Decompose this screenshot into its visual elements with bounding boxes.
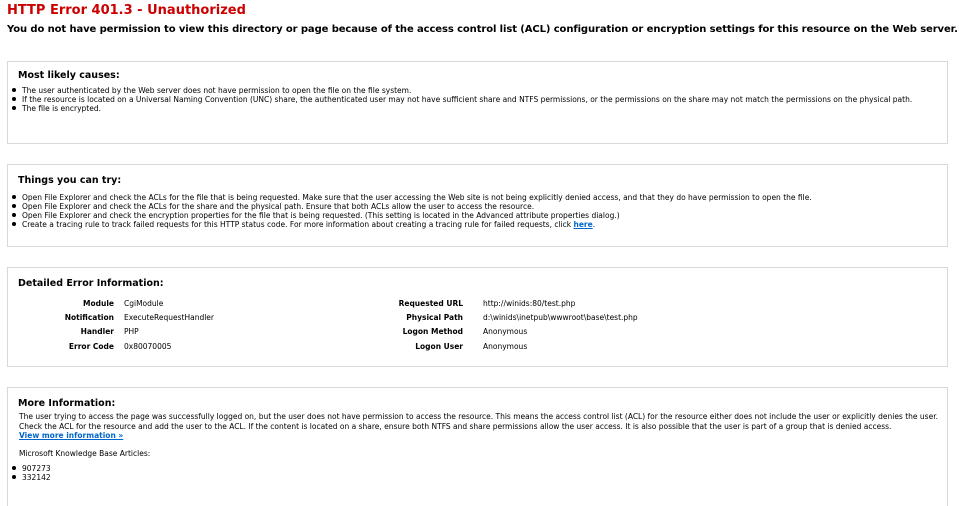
try-text: Open File Explorer and check the ACLs for the file that is being requested. Make sure that the user accessing the Web site is not being explicitly denied access, and that they do have permission to open the file. — [22, 193, 812, 202]
here-link[interactable]: here — [573, 220, 593, 229]
causes-box — [7, 61, 948, 144]
try-text: Open File Explorer and check the encryption properties for the file that is being requested. (This setting is located in the Advanced attribute properties dialog.) — [22, 211, 620, 220]
logon-user-label: Logon User — [415, 342, 463, 351]
kb-article: 907273 — [22, 464, 51, 473]
try-text-end: . — [592, 220, 596, 229]
logon-method-value: Anonymous — [483, 327, 528, 336]
physical-path-label: Physical Path — [406, 313, 463, 322]
try-list — [8, 193, 947, 229]
list-item — [12, 473, 947, 482]
physical-path-value: d:\winids\inetpub\wwwroot\base\test.php — [483, 313, 638, 322]
list-item — [12, 202, 947, 211]
list-item — [12, 193, 947, 202]
logon-user-value: Anonymous — [483, 342, 528, 351]
kb-label: Microsoft Knowledge Base Articles: — [19, 448, 151, 458]
more-info-box — [7, 387, 948, 506]
bullet-icon — [12, 222, 16, 226]
view-more-information-link[interactable]: View more information » — [19, 431, 124, 440]
causes-heading: Most likely causes: — [18, 70, 120, 81]
try-box — [7, 164, 948, 247]
cause-text: If the resource is located on a Universal Naming Convention (UNC) share, the authenticated user may not have sufficient share and NTFS permissions, or the permissions on the share may not match the permissions on the physical path. — [22, 95, 913, 104]
details-box — [7, 267, 948, 367]
try-heading: Things you can try: — [18, 175, 122, 186]
logon-method-label: Logon Method — [402, 327, 463, 336]
try-text: Create a tracing rule to track failed requests for this HTTP status code. For more information about creating a tracing rule for failed requests, click — [22, 220, 574, 229]
bullet-icon — [12, 204, 16, 208]
details-table — [8, 268, 947, 366]
more-info-paragraph: The user trying to access the page was successfully logged on, but the user does not have permission to access the resource. This means the access control list (ACL) for the resource either does not include the user or explicitly denies the user. Check the ACL for the resource and add the user to the ACL. If the content is located on a share, ensure both NTFS and share permissions allow the user access. It is also possible that the user is part of a group that is denied access. — [19, 412, 938, 431]
handler-label: Handler — [80, 327, 114, 336]
list-item — [12, 104, 947, 113]
list-item — [12, 464, 947, 473]
error-header — [0, 0, 959, 37]
more-info-link-row — [8, 431, 947, 441]
cause-text: The file is encrypted. — [22, 104, 101, 113]
module-value: CgiModule — [124, 299, 164, 308]
bullet-icon — [12, 88, 16, 92]
error-code-value: 0x80070005 — [124, 342, 172, 351]
requested-url-label: Requested URL — [398, 299, 463, 308]
handler-value: PHP — [124, 327, 139, 336]
causes-list — [8, 86, 947, 113]
bullet-icon — [12, 466, 16, 470]
more-info-heading: More Information: — [18, 398, 116, 409]
list-item — [12, 220, 947, 229]
bullet-icon — [12, 106, 16, 110]
cause-text: The user authenticated by the Web server does not have permission to open the file on the file system. — [22, 86, 412, 95]
details-heading: Detailed Error Information: — [18, 278, 164, 289]
bullet-icon — [12, 195, 16, 199]
notification-value: ExecuteRequestHandler — [124, 313, 214, 322]
bullet-icon — [12, 97, 16, 101]
bullet-icon — [12, 213, 16, 217]
kb-article: 332142 — [22, 473, 51, 482]
list-item — [12, 211, 947, 220]
error-code-label: Error Code — [68, 342, 114, 351]
list-item — [12, 95, 947, 104]
bullet-icon — [12, 475, 16, 479]
notification-label: Notification — [64, 313, 114, 322]
module-label: Module — [83, 299, 114, 308]
kb-list — [8, 464, 947, 482]
error-title: HTTP Error 401.3 - Unauthorized — [7, 3, 246, 18]
try-text: Open File Explorer and check the ACLs for the share and the physical path. Ensure that both ACLs allow the user to access the resource. — [22, 202, 535, 211]
requested-url-value: http://winids:80/test.php — [483, 299, 576, 308]
list-item — [12, 86, 947, 95]
error-subtitle: You do not have permission to view this directory or page because of the access control list (ACL) configuration or encryption settings for this resource on the Web server. — [7, 24, 958, 35]
